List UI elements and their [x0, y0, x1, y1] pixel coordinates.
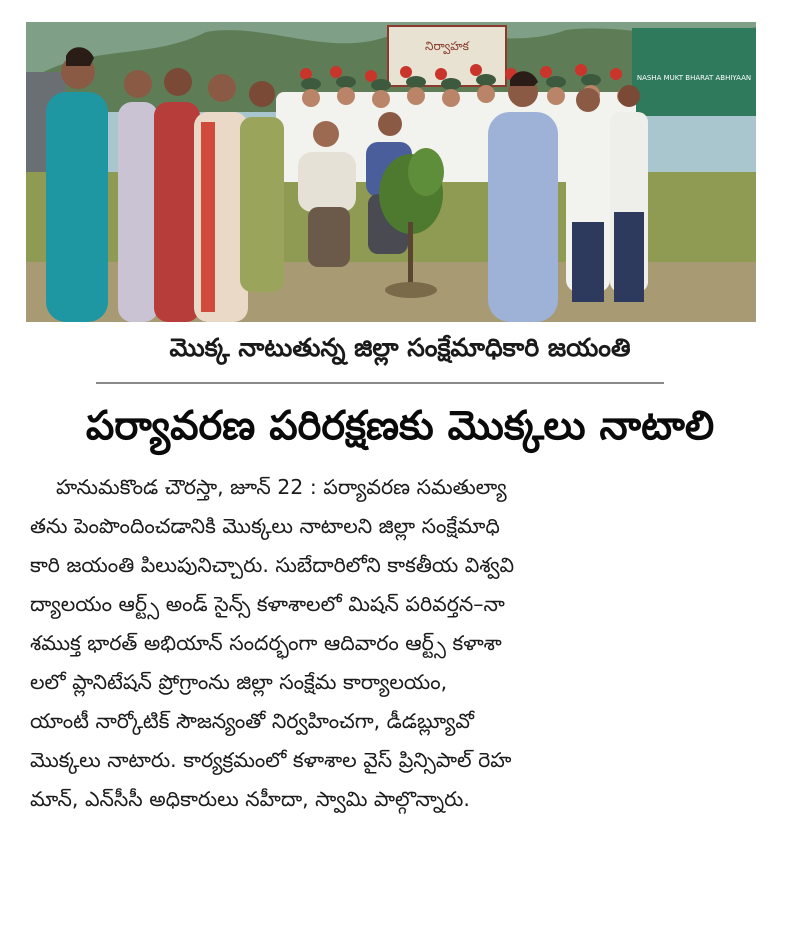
divider [96, 382, 664, 384]
banner-left-text: నిర్వాహక [425, 39, 469, 53]
body-line: హనుమకొండ చౌరస్తా, జూన్ 22 : పర్యావరణ సమతుల్యా [56, 475, 507, 499]
body-line: లలో ప్లానిటేషన్ ప్రోగ్రాంను జిల్లా సంక్షేమ కార్యాలయం, [30, 670, 448, 694]
body-line: శముక్త భారత్ అభియాన్ సందర్భంగా ఆదివారం ఆర్ట్స్ కళాశా [30, 631, 502, 655]
body-line: ద్యాలయం ఆర్ట్స్ అండ్ సైన్స్ కళాశాలలో మిషన్ పరివర్తన–నా [30, 592, 505, 616]
photo-caption: మొక్క నాటుతున్న జిల్లా సంక్షేమాధికారి జయంతి [169, 333, 631, 362]
photo-illustration [26, 22, 756, 322]
banner-right-text: NASHA MUKT BHARAT ABHIYAAN [636, 74, 752, 82]
body-line: కారి జయంతి పిలుపునిచ్చారు. సుబేదారిలోని కాకతీయ విశ్వవి [30, 553, 515, 577]
article-body [30, 468, 770, 819]
news-photo [26, 22, 756, 322]
article-headline: పర్యావరణ పరిరక్షణకు మొక్కలు నాటాలి [85, 403, 715, 449]
body-line: మాన్, ఎన్‌సీసీ అధికారులు నహీదా, స్వామి పాల్గొన్నారు. [30, 787, 470, 811]
body-line: తను పెంపొందించడానికి మొక్కలు నాటాలని జిల్లా సంక్షేమాధి [30, 514, 500, 538]
body-line: యాంటీ నార్కోటిక్ సౌజన్యంతో నిర్వహించగా, డీడబ్ల్యూవో [30, 709, 474, 733]
body-line: మొక్కలు నాటారు. కార్యక్రమంలో కళాశాల వైస్ ప్రిన్సిపాల్ రెహ [30, 748, 512, 772]
